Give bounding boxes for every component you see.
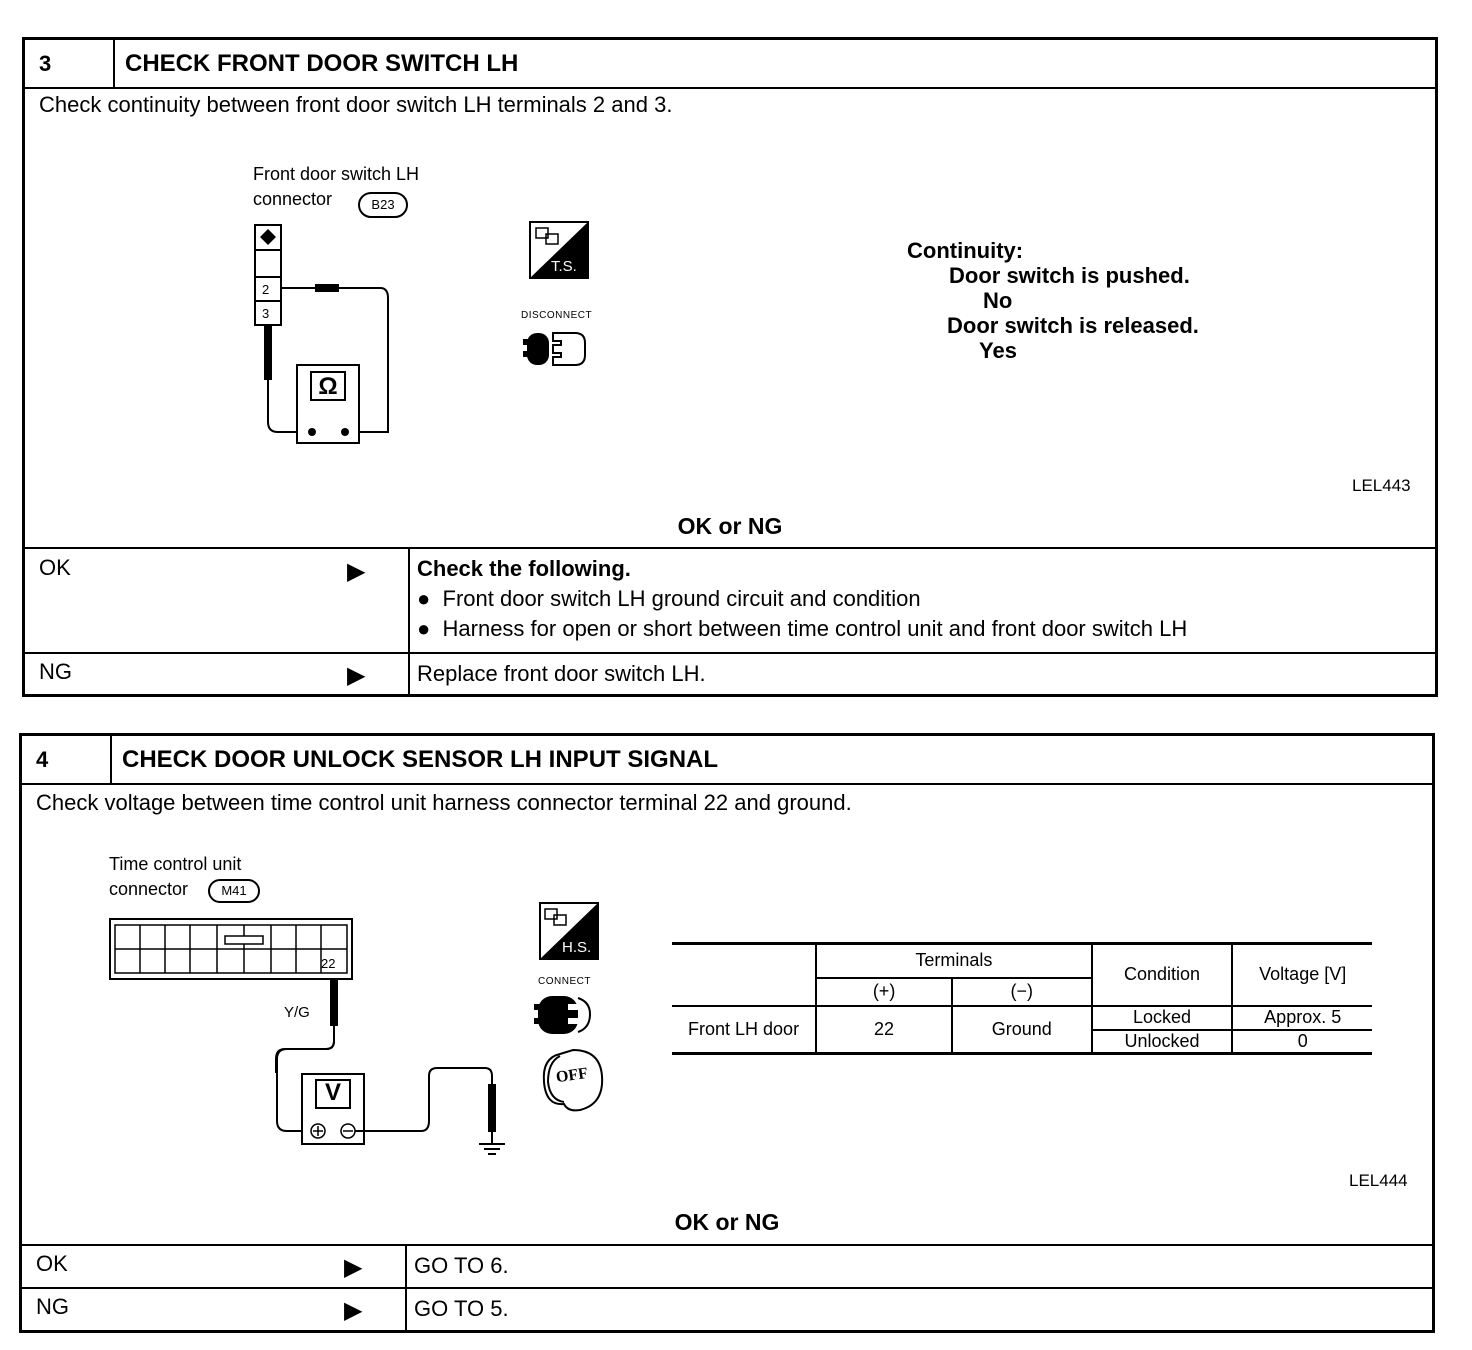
step-4-panel <box>19 733 1435 1333</box>
bullet-icon: ● <box>417 586 443 611</box>
step-4-header <box>22 736 1432 785</box>
terminal-22-label: 22 <box>321 956 336 971</box>
ok-bullet-1 <box>417 584 1187 614</box>
ok-bullet-1-text: Front door switch LH ground circuit and condition <box>442 586 921 611</box>
row-divider <box>405 1246 407 1289</box>
voltage-spec-table <box>672 942 1372 1055</box>
ng-arrow-icon: ▶ <box>344 1297 363 1324</box>
tcu-connector-id-badge <box>208 879 260 903</box>
minus-value-cell: Ground <box>952 1006 1092 1054</box>
continuity-cond-1: Door switch is pushed. <box>949 263 1190 288</box>
continuity-result-1: No <box>983 288 1013 313</box>
step-3-header <box>25 40 1435 89</box>
connector-id: B23 <box>371 197 395 212</box>
table-corner-cell <box>672 944 816 1006</box>
step-4-number: 4 <box>22 736 112 783</box>
terminal-3-label: 3 <box>262 306 270 321</box>
step-4-title: CHECK DOOR UNLOCK SENSOR LH INPUT SIGNAL <box>122 746 719 773</box>
figure-code: LEL444 <box>1349 1171 1408 1190</box>
ts-icon-label: T.S. <box>551 258 577 275</box>
ok-arrow-icon: ▶ <box>347 558 366 585</box>
ok-bullet-2 <box>417 614 1187 644</box>
ok-or-ng-label: OK or NG <box>674 1209 780 1235</box>
step-3-panel <box>22 37 1438 697</box>
tcu-connector-id: M41 <box>221 883 247 898</box>
continuity-result-2: Yes <box>979 338 1017 363</box>
ignition-off-label: OFF <box>554 1064 589 1087</box>
connect-icon <box>534 990 594 1038</box>
ng-row <box>22 1287 1432 1332</box>
bullet-icon: ● <box>417 616 443 641</box>
step-4-instruction: Check voltage between time control unit harness connector terminal 22 and ground. <box>36 790 852 815</box>
ng-arrow-icon: ▶ <box>347 662 366 689</box>
ok-label: OK <box>36 1251 68 1276</box>
wire-color-label: Y/G <box>284 1004 310 1021</box>
terminal-2-label: 2 <box>262 282 270 297</box>
ok-action <box>417 554 1187 644</box>
ng-action: Replace front door switch LH. <box>417 661 706 686</box>
ok-or-ng-label: OK or NG <box>677 513 783 539</box>
continuity-test-diagram <box>245 220 425 450</box>
ok-row <box>22 1244 1432 1289</box>
ok-row <box>25 547 1435 654</box>
volt-locked-cell: Approx. 5 <box>1232 1006 1372 1030</box>
cond-locked-cell: Locked <box>1092 1006 1233 1030</box>
ng-label: NG <box>39 659 72 684</box>
continuity-cond-2: Door switch is released. <box>947 313 1199 338</box>
row-divider <box>408 654 410 696</box>
figure-code: LEL443 <box>1352 476 1411 495</box>
disconnect-icon <box>523 325 593 373</box>
step-3-number: 3 <box>25 40 115 87</box>
ohmmeter-symbol: Ω <box>318 373 338 400</box>
tcu-connector-label-line2: connector <box>109 879 189 899</box>
cond-unlocked-cell: Unlocked <box>1092 1030 1233 1054</box>
ng-row <box>25 652 1435 696</box>
ok-label: OK <box>39 555 71 580</box>
disconnect-icon-label: DISCONNECT <box>521 310 593 321</box>
ng-action: GO TO 5. <box>414 1296 509 1321</box>
connector-label-line2: connector <box>253 189 333 209</box>
connect-icon-label: CONNECT <box>538 976 591 987</box>
ng-label: NG <box>36 1294 69 1319</box>
tcu-connector-label-line1: Time control unit <box>109 854 242 874</box>
ok-bullet-2-text: Harness for open or short between time control unit and front door switch LH <box>442 616 1188 641</box>
hs-icon-label: H.S. <box>562 939 592 956</box>
continuity-heading: Continuity: <box>907 238 1024 263</box>
row-label-cell: Front LH door <box>672 1006 816 1054</box>
minus-header: (−) <box>952 978 1092 1006</box>
connector-id-badge <box>358 192 408 218</box>
voltmeter-symbol: V <box>324 1079 341 1106</box>
voltage-test-diagram <box>107 916 527 1161</box>
ok-arrow-icon: ▶ <box>344 1254 363 1281</box>
row-divider <box>405 1289 407 1332</box>
row-divider <box>408 549 410 654</box>
plus-value-cell: 22 <box>816 1006 952 1054</box>
condition-header: Condition <box>1092 944 1233 1006</box>
voltage-header: Voltage [V] <box>1232 944 1372 1006</box>
ok-action: GO TO 6. <box>414 1253 509 1278</box>
connector-label-line1: Front door switch LH <box>253 164 420 184</box>
volt-unlocked-cell: 0 <box>1232 1030 1372 1054</box>
step-3-instruction: Check continuity between front door switch LH terminals 2 and 3. <box>39 92 673 117</box>
terminals-header: Terminals <box>816 944 1091 978</box>
plus-header: (+) <box>816 978 952 1006</box>
ok-action-title: Check the following. <box>417 556 631 581</box>
step-3-title: CHECK FRONT DOOR SWITCH LH <box>125 50 519 77</box>
